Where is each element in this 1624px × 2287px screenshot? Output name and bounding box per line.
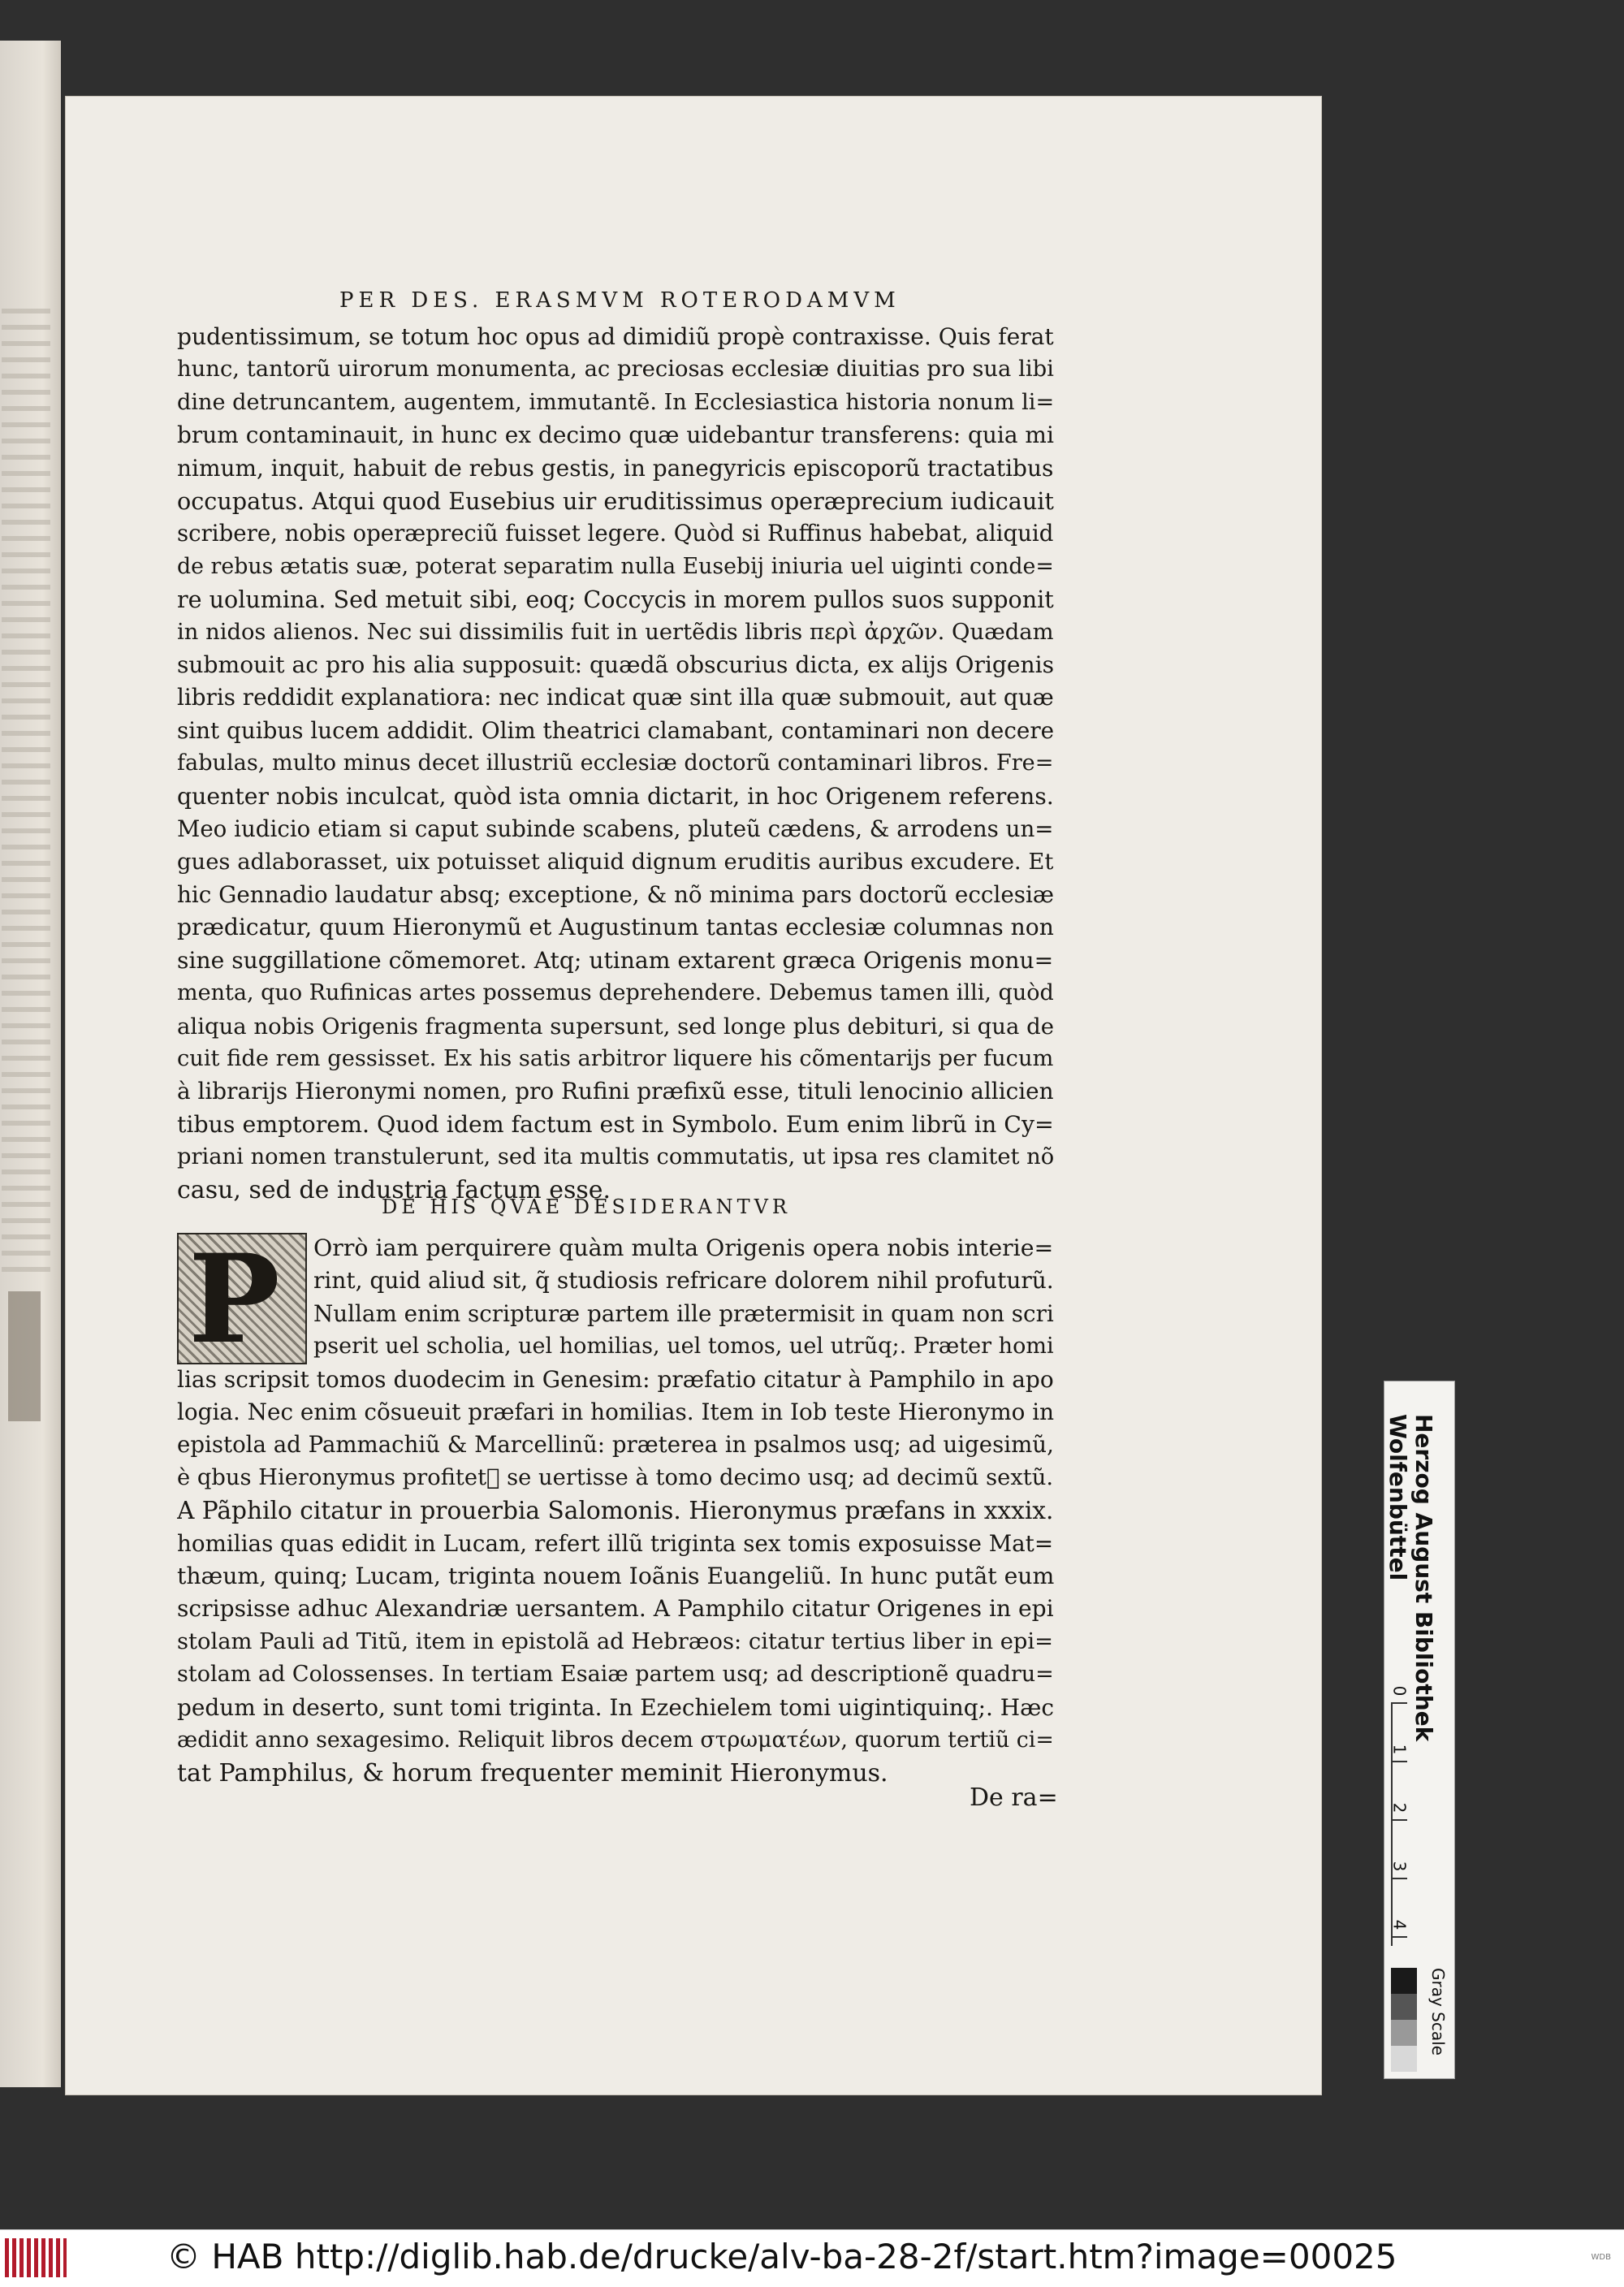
text-line: casu, sed de industria factum esse.	[177, 1175, 611, 1204]
ruler-tick	[1393, 1936, 1407, 1938]
ruler-tick	[1393, 1819, 1407, 1821]
hab-logo-icon	[5, 2238, 67, 2277]
text-line: quenter nobis inculcat, quòd ista omnia dictarit, in hoc Origenem referens.	[177, 782, 1054, 810]
text-line: è qbus Hieronymus profitetᷣ se uertisse à tomo decimo usq; ad decimũ sextũ.	[177, 1464, 1054, 1490]
text-line: submouit ac pro his alia supposuit: quædã obscurius dicta, ex alijs Origenis	[177, 651, 1054, 679]
ruler-label: 4	[1389, 1919, 1410, 1930]
text-line: aliqua nobis Origenis fragmenta supersunt, sed longe plus debituri, si qua de	[177, 1013, 1054, 1040]
ruler-label: 3	[1389, 1861, 1410, 1872]
text-line: gues adlaborasset, uix potuisset aliquid dignum eruditis auribus excudere. Et	[177, 849, 1054, 875]
ruler-tick	[1393, 1702, 1407, 1704]
text-line: cuit fide rem gessisset. Ex his satis arbitror liquere his cõmentarijs per fucum	[177, 1045, 1054, 1071]
text-line: tat Pamphilus, & horum frequenter meminit Hieronymus.	[177, 1758, 888, 1788]
text-line: logia. Nec enim cõsueuit præfari in homilias. Item in Iob teste Hieronymo in	[177, 1399, 1054, 1426]
gray-swatch-black	[1391, 1968, 1417, 1994]
text-line: pserit uel scholia, uel homilias, uel tomos, uel utrũq;. Præter homi	[313, 1334, 1054, 1360]
text-line: sine suggillatione cõmemoret. Atq; utinam extarent græca Origenis monu=	[177, 946, 1054, 974]
running-head: PER DES. ERASMVM ROTERODAMVM	[339, 288, 901, 313]
card-title-line1: Herzog August Bibliothek	[1410, 1414, 1437, 1742]
text-line: homilias quas edidit in Lucam, refert illũ triginta sex tomis exposuisse Mat=	[177, 1529, 1054, 1557]
footer-mark: WDB	[1591, 2253, 1611, 2262]
text-line: sint quibus lucem addidit. Olim theatrici clamabant, contaminari non decere	[177, 716, 1054, 744]
card-title-line2: Wolfenbüttel	[1384, 1414, 1411, 1581]
ruler-tick	[1393, 1761, 1407, 1762]
adjacent-page-edge	[0, 41, 61, 2087]
grayscale-label: Gray Scale	[1428, 1968, 1448, 2056]
text-line: menta, quo Rufinicas artes possemus deprehendere. Debemus tamen illi, quòd	[177, 980, 1054, 1006]
text-line: scribere, nobis operæpreciũ fuisset legere. Quòd si Ruffinus habebat, aliquid	[177, 520, 1054, 547]
gray-swatch-light	[1391, 2046, 1417, 2072]
gray-swatch-mid	[1391, 2020, 1417, 2046]
text-line: libris reddidit explanatiora: nec indicat quæ sint illa quæ submouit, aut quæ	[177, 684, 1054, 711]
scale-ruler	[1389, 1685, 1449, 1946]
text-line: hunc, tantorũ uirorum monumenta, ac preciosas ecclesiæ diuitias pro sua libi	[177, 357, 1054, 383]
initial-letter: P	[188, 1233, 280, 1364]
text-line: à librarijs Hieronymi nomen, pro Rufini præfixũ esse, tituli lenocinio allicien	[177, 1078, 1054, 1105]
footer-url[interactable]: © HAB http://diglib.hab.de/drucke/alv-ba-28-2f/start.htm?image=00025	[166, 2237, 1397, 2276]
gray-swatch-dark	[1391, 1994, 1417, 2020]
text-line: fabulas, multo minus decet illustriũ ecclesiæ doctorũ contaminari libros. Fre=	[177, 750, 1054, 776]
text-line: lias scripsit tomos duodecim in Genesim: præfatio citatur à Pamphilo in apo	[177, 1365, 1054, 1393]
text-line: stolam ad Colossenses. In tertiam Esaiæ partem usq; ad descriptionẽ quadru=	[177, 1662, 1054, 1688]
ruler-tick	[1393, 1878, 1407, 1879]
text-line: A Pãphilo citatur in prouerbia Salomonis. Hieronymus præfans in xxxix.	[177, 1497, 1054, 1525]
adjacent-page-woodcut	[8, 1291, 41, 1421]
text-line: pudentissimum, se totum hoc opus ad dimidiũ propè contraxisse. Quis ferat	[177, 323, 1054, 350]
text-line: nimum, inquit, habuit de rebus gestis, in panegyricis episcoporũ tractatibus	[177, 454, 1054, 482]
text-line: stolam Pauli ad Titũ, item in epistolã ad Hebræos: citatur tertius liber in epi=	[177, 1628, 1054, 1654]
catchword: De ra=	[970, 1783, 1058, 1812]
adjacent-page-text	[2, 309, 50, 1283]
text-line: hic Gennadio laudatur absq; exceptione, & nõ minima pars doctorũ ecclesiæ	[177, 880, 1054, 908]
ruler-label: 1	[1389, 1744, 1410, 1755]
section-heading: DE HIS QVAE DESIDERANTVR	[382, 1195, 791, 1218]
text-line: de rebus ætatis suæ, poterat separatim nulla Eusebij iniuria uel uiginti conde=	[177, 553, 1054, 579]
text-line: occupatus. Atqui quod Eusebius uir eruditissimus operæprecium iudicauit	[177, 487, 1054, 516]
text-line: scripsisse adhuc Alexandriæ uersantem. A Pamphilo citatur Origenes in epi	[177, 1595, 1054, 1623]
text-line: Meo iudicio etiam si caput subinde scabens, pluteũ cædens, & arrodens un=	[177, 815, 1054, 843]
section-text-block	[177, 1232, 1054, 1790]
main-text-block	[177, 321, 1054, 1207]
text-line: priani nomen transtulerunt, sed ita multis commutatis, ut ipsa res clamitet nõ	[177, 1144, 1054, 1170]
text-line: ædidit anno sexagesimo. Reliquit libros decem στρωματέων, quorum tertiũ ci=	[177, 1727, 1054, 1753]
ruler-label: 2	[1389, 1802, 1410, 1814]
text-line: brum contaminauit, in hunc ex decimo quæ uidebantur transferens: quia mi	[177, 422, 1054, 449]
text-line: rint, quid aliud sit, q̃ studiosis refricare dolorem nihil profuturũ.	[313, 1267, 1054, 1295]
text-line: pedum in deserto, sunt tomi triginta. In Ezechielem tomi uigintiquinq;. Hæc	[177, 1693, 1054, 1721]
color-calibration-card	[1384, 1381, 1455, 2079]
text-line: re uolumina. Sed metuit sibi, eoq; Coccycis in morem pullos suos supponit	[177, 586, 1054, 614]
text-line: dine detruncantem, augentem, immutantẽ. In Ecclesiastica historia nonum li=	[177, 389, 1054, 415]
text-line: Nullam enim scripturæ partem ille prætermisit in quam non scri	[313, 1299, 1054, 1327]
ruler-label: 0	[1389, 1685, 1410, 1697]
text-line: thæum, quinq; Lucam, triginta nouem Ioãnis Euangeliũ. In hunc putãt eum	[177, 1563, 1054, 1590]
text-line: epistola ad Pammachiũ & Marcellinũ: præterea in psalmos usq; ad uigesimũ,	[177, 1431, 1054, 1459]
footer-bar	[0, 2229, 1624, 2287]
text-line: prædicatur, quum Hieronymũ et Augustinum tantas ecclesiæ columnas non	[177, 914, 1054, 941]
text-line: Orrò iam perquirere quàm multa Origenis opera nobis interie=	[313, 1234, 1054, 1261]
text-line: tibus emptorem. Quod idem factum est in Symbolo. Eum enim librũ in Cy=	[177, 1110, 1054, 1138]
text-line: in nidos alienos. Nec sui dissimilis fuit in uertẽdis libris περὶ ἀρχῶν. Quædam	[177, 619, 1054, 645]
